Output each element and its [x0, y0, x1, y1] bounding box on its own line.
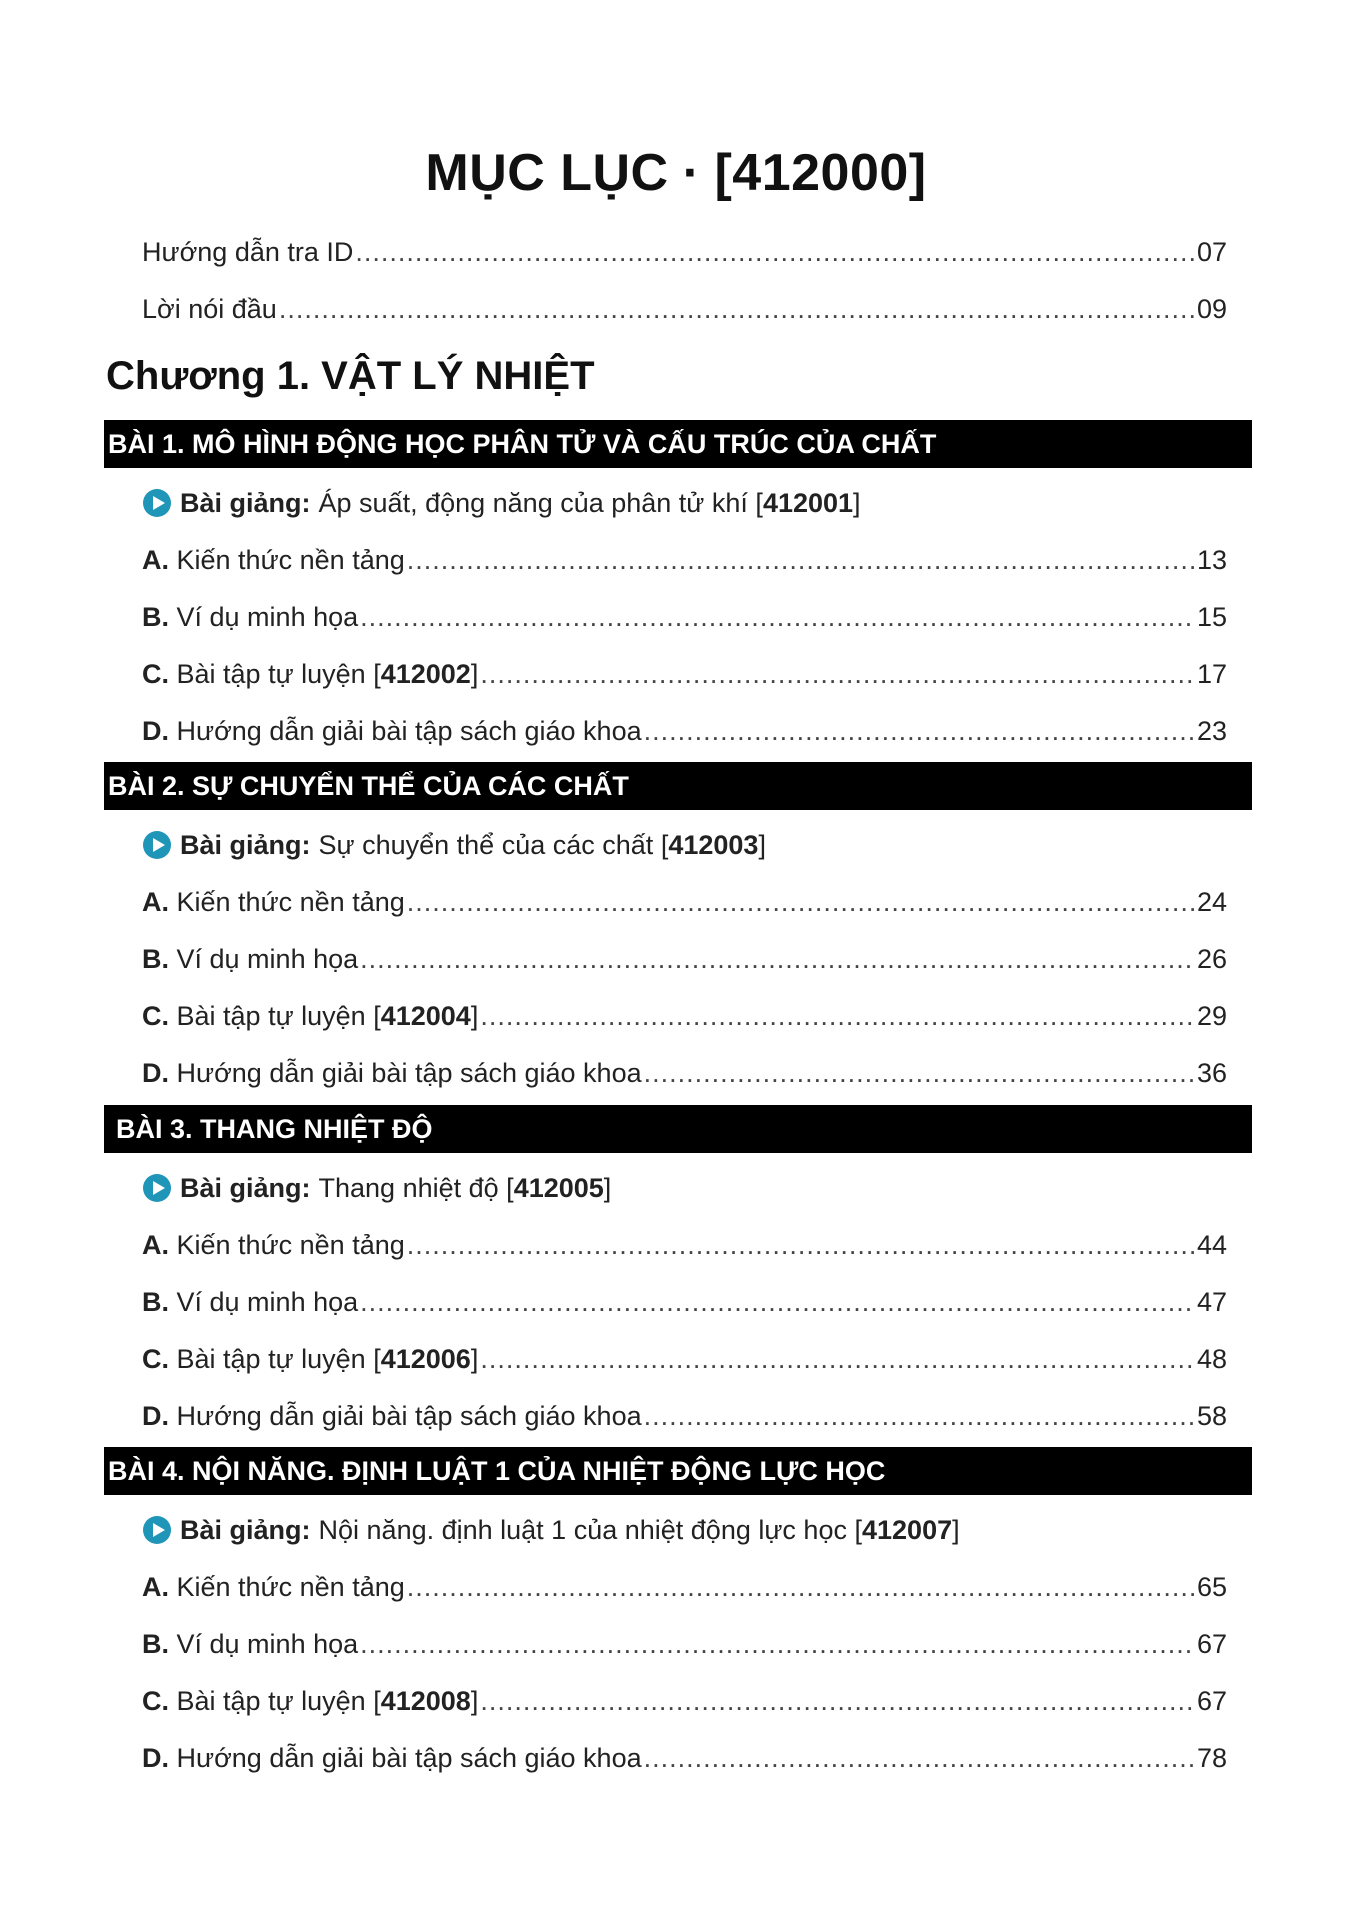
lecture-id: 412001 [762, 488, 854, 518]
entry-page: 47 [1196, 1287, 1227, 1317]
leader-dots [480, 1339, 1195, 1379]
entry-label [142, 711, 642, 751]
leader-dots [360, 939, 1195, 979]
toc-entry-1c[interactable] [142, 654, 1227, 694]
title-separator: · [682, 144, 701, 202]
leader-dots [355, 232, 1195, 272]
entry-text: Ví dụ minh họa [176, 602, 359, 632]
toc-entry-2a[interactable] [142, 882, 1227, 922]
entry-letter: A. [142, 1572, 169, 1602]
lecture-text: Sự chuyển thể của các chất [318, 830, 654, 860]
leader-dots [644, 1053, 1195, 1093]
entry-letter: C. [142, 1001, 169, 1031]
toc-entry-4d[interactable] [142, 1738, 1227, 1778]
entry-label [142, 1567, 405, 1607]
toc-entry-1b[interactable] [142, 597, 1227, 637]
toc-entry-3d[interactable] [142, 1396, 1227, 1436]
lecture-prefix: Bài giảng: [180, 488, 311, 518]
entry-tail: ] [470, 659, 479, 689]
entry-text: Bài tập tự luyện [ [176, 1001, 381, 1031]
lesson-heading-2: BÀI 2. SỰ CHUYỂN THỂ CỦA CÁC CHẤT [104, 762, 1252, 810]
lecture-link-1[interactable] [142, 483, 861, 523]
entry-label [142, 1225, 405, 1265]
entry-label [142, 1738, 642, 1778]
entry-page: 44 [1196, 1230, 1227, 1260]
entry-text: Ví dụ minh họa [176, 1287, 359, 1317]
entry-page: 29 [1196, 1001, 1227, 1031]
entry-label [142, 1282, 358, 1322]
leader-dots [480, 996, 1195, 1036]
entry-id: 412004 [380, 1001, 471, 1031]
lesson-heading-3: BÀI 3. THANG NHIỆT ĐỘ [104, 1105, 1252, 1153]
entry-label [142, 654, 478, 694]
entry-letter: D. [142, 1058, 169, 1088]
entry-letter: C. [142, 1686, 169, 1716]
entry-letter: B. [142, 602, 169, 632]
lecture-text: Áp suất, động năng của phân tử khí [318, 488, 748, 518]
lesson-heading-4: BÀI 4. NỘI NĂNG. ĐỊNH LUẬT 1 CỦA NHIỆT ĐỘNG LỰC HỌC [104, 1447, 1252, 1495]
entry-text: Hướng dẫn giải bài tập sách giáo khoa [176, 716, 642, 746]
entry-letter: A. [142, 887, 169, 917]
entry-page: 48 [1196, 1344, 1227, 1374]
entry-label [142, 597, 358, 637]
entry-letter: C. [142, 1344, 169, 1374]
entry-id: 412002 [380, 659, 471, 689]
entry-text: Bài tập tự luyện [ [176, 1686, 381, 1716]
leader-dots [407, 1225, 1195, 1265]
lesson-heading-1: BÀI 1. MÔ HÌNH ĐỘNG HỌC PHÂN TỬ VÀ CẤU TRÚC CỦA CHẤT [104, 420, 1252, 468]
toc-entry-2c[interactable] [142, 996, 1227, 1036]
entry-text: Kiến thức nền tảng [176, 887, 405, 917]
toc-entry-2b[interactable] [142, 939, 1227, 979]
leader-dots [407, 540, 1195, 580]
entry-label [142, 1339, 478, 1379]
leader-dots [480, 1681, 1195, 1721]
entry-id: 412008 [380, 1686, 471, 1716]
entry-tail: ] [470, 1686, 479, 1716]
entry-page: 58 [1196, 1401, 1227, 1431]
lecture-id-close: ] [603, 1173, 612, 1203]
page-title [0, 138, 1352, 208]
entry-page: 26 [1196, 944, 1227, 974]
entry-text: Hướng dẫn giải bài tập sách giáo khoa [176, 1743, 642, 1773]
lecture-id-close: ] [853, 488, 861, 518]
toc-entry-front-1[interactable] [142, 232, 1227, 272]
leader-dots [407, 1567, 1195, 1607]
entry-text: Bài tập tự luyện [ [176, 1344, 381, 1374]
entry-label [142, 1681, 478, 1721]
entry-page: 07 [1196, 237, 1227, 267]
entry-label [142, 1396, 642, 1436]
entry-letter: B. [142, 944, 169, 974]
entry-page: 67 [1196, 1686, 1227, 1716]
entry-letter: B. [142, 1629, 169, 1659]
entry-text: Kiến thức nền tảng [176, 1230, 405, 1260]
entry-label [142, 1624, 358, 1664]
entry-letter: D. [142, 716, 169, 746]
entry-label [142, 540, 405, 580]
lecture-id: 412003 [668, 830, 759, 860]
entry-text: Hướng dẫn giải bài tập sách giáo khoa [176, 1058, 642, 1088]
entry-label: Hướng dẫn tra ID [142, 237, 354, 267]
lecture-text: Thang nhiệt độ [318, 1173, 499, 1203]
play-circle-icon [142, 1173, 172, 1203]
lecture-id: 412007 [862, 1515, 953, 1545]
entry-text: Bài tập tự luyện [ [176, 659, 381, 689]
entry-label [142, 996, 478, 1036]
entry-page: 24 [1196, 887, 1227, 917]
entry-letter: D. [142, 1401, 169, 1431]
entry-letter: C. [142, 659, 169, 689]
entry-tail: ] [470, 1001, 479, 1031]
entry-page: 23 [1196, 716, 1227, 746]
entry-page: 15 [1196, 602, 1227, 632]
lecture-text: Nội năng. định luật 1 của nhiệt động lực học [318, 1515, 847, 1545]
entry-text: Ví dụ minh họa [176, 1629, 359, 1659]
title-main: MỤC LỤC [425, 144, 669, 202]
play-circle-icon [142, 488, 172, 518]
entry-text: Kiến thức nền tảng [176, 545, 405, 575]
lecture-id-open: [ [506, 1173, 514, 1203]
lecture-prefix: Bài giảng: [180, 1515, 311, 1545]
leader-dots [360, 1624, 1195, 1664]
leader-dots [407, 882, 1195, 922]
play-circle-icon [142, 1515, 172, 1545]
lecture-prefix: Bài giảng: [180, 830, 311, 860]
toc-entry-1a[interactable] [142, 540, 1227, 580]
leader-dots [644, 1738, 1195, 1778]
entry-page: 17 [1196, 659, 1227, 689]
lecture-prefix: Bài giảng: [180, 1173, 311, 1203]
entry-page: 67 [1196, 1629, 1227, 1659]
toc-entry-3b[interactable] [142, 1282, 1227, 1322]
lecture-id-close: ] [758, 830, 766, 860]
lecture-link-3[interactable] [142, 1168, 611, 1208]
entry-label [142, 1053, 642, 1093]
entry-letter: A. [142, 545, 169, 575]
entry-letter: B. [142, 1287, 169, 1317]
entry-label [142, 939, 358, 979]
entry-letter: A. [142, 1230, 169, 1260]
play-circle-icon [142, 830, 172, 860]
lecture-id-open: [ [854, 1515, 862, 1545]
chapter-title: Chương 1. VẬT LÝ NHIỆT [106, 354, 595, 398]
lecture-link-4[interactable] [142, 1510, 960, 1550]
entry-text: Hướng dẫn giải bài tập sách giáo khoa [176, 1401, 642, 1431]
toc-entry-2d[interactable] [142, 1053, 1227, 1093]
entry-id: 412006 [380, 1344, 471, 1374]
toc-entry-1d[interactable] [142, 711, 1227, 751]
lecture-id-open: [ [755, 488, 763, 518]
toc-entry-4c[interactable] [142, 1681, 1227, 1721]
leader-dots [480, 654, 1195, 694]
title-id: [412000] [714, 144, 927, 202]
entry-page: 09 [1196, 294, 1227, 324]
entry-page: 36 [1196, 1058, 1227, 1088]
entry-label [142, 882, 405, 922]
leader-dots [360, 1282, 1195, 1322]
toc-entry-4b[interactable] [142, 1624, 1227, 1664]
lecture-id-open: [ [660, 830, 669, 860]
entry-letter: D. [142, 1743, 169, 1773]
lecture-id: 412005 [513, 1173, 604, 1203]
toc-entry-3a[interactable] [142, 1225, 1227, 1265]
leader-dots [644, 711, 1195, 751]
entry-text: Ví dụ minh họa [176, 944, 359, 974]
toc-entry-3c[interactable] [142, 1339, 1227, 1379]
entry-tail: ] [470, 1344, 479, 1374]
toc-entry-4a[interactable] [142, 1567, 1227, 1607]
leader-dots [360, 597, 1195, 637]
toc-entry-front-2[interactable] [142, 289, 1227, 329]
leader-dots [644, 1396, 1195, 1436]
entry-page: 65 [1196, 1572, 1227, 1602]
leader-dots [279, 289, 1195, 329]
entry-page: 13 [1196, 545, 1227, 575]
entry-label: Lời nói đầu [142, 294, 277, 324]
entry-page: 78 [1196, 1743, 1227, 1773]
lecture-link-2[interactable] [142, 825, 766, 865]
lecture-id-close: ] [952, 1515, 960, 1545]
entry-text: Kiến thức nền tảng [176, 1572, 405, 1602]
